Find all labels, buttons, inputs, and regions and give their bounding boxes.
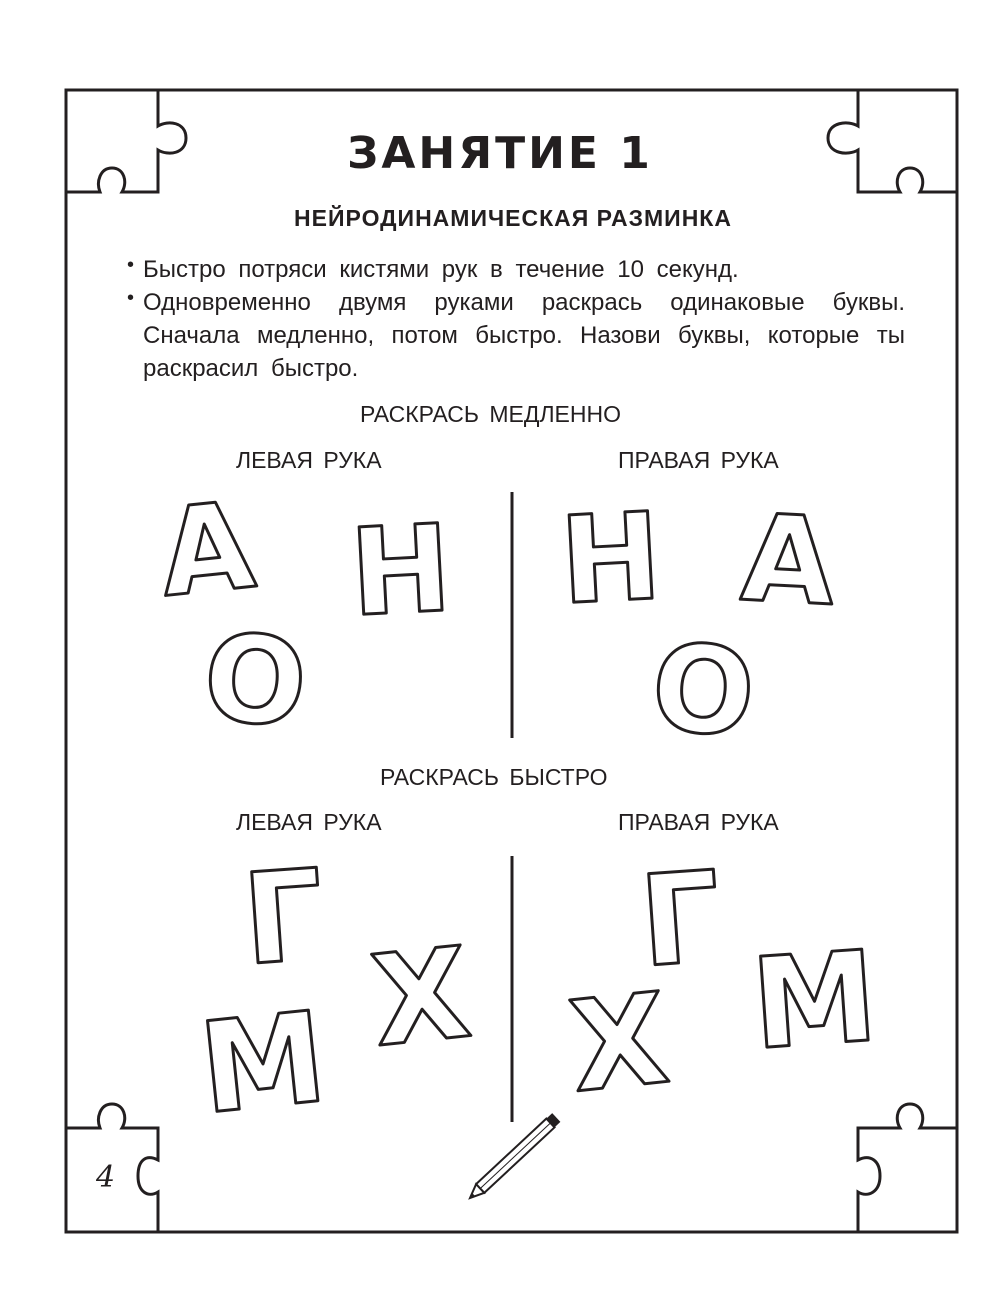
letter-fast-left-m[interactable]: М xyxy=(193,985,333,1143)
letter-slow-right-a[interactable]: А xyxy=(738,489,839,633)
right-hand-label-slow: ПРАВАЯ РУКА xyxy=(618,447,779,473)
left-hand-label-fast: ЛЕВАЯ РУКА xyxy=(236,809,382,835)
right-hand-label-fast: ПРАВАЯ РУКА xyxy=(618,809,779,835)
page-number: 4 xyxy=(96,1160,116,1195)
letter-slow-right-n[interactable]: Н xyxy=(556,487,665,632)
instruction-item: • Одновременно двумя руками раскрась одинаковые буквы. Сначала медленно, потом быстро. Назови буквы, которые ты раскрасил быстро. xyxy=(125,286,905,385)
letter-slow-left-a[interactable]: А xyxy=(153,476,261,625)
section-heading-slow: РАСКРАСЬ МЕДЛЕННО xyxy=(360,401,621,427)
letter-fast-right-h[interactable]: Х xyxy=(563,966,675,1121)
pencil-icon xyxy=(466,1113,560,1202)
letter-fast-left-g[interactable]: Г xyxy=(238,843,329,994)
letter-fast-right-m[interactable]: М xyxy=(747,924,882,1078)
letter-slow-left-n[interactable]: Н xyxy=(347,499,455,644)
page-subtitle: НЕЙРОДИНАМИЧЕСКАЯ РАЗМИНКА xyxy=(294,205,732,231)
left-hand-label-slow: ЛЕВАЯ РУКА xyxy=(236,447,382,473)
letter-fast-right-g[interactable]: Г xyxy=(635,845,726,996)
page-title: ЗАНЯТИЕ 1 xyxy=(347,128,653,179)
letter-slow-left-o[interactable]: О xyxy=(199,608,311,755)
instruction-item: • Быстро потряси кистями рук в течение 10 секунд. xyxy=(125,253,905,286)
letter-slow-right-o[interactable]: О xyxy=(647,618,759,765)
puzzle-corner-icon xyxy=(858,1104,957,1232)
section-heading-fast: РАСКРАСЬ БЫСТРО xyxy=(380,764,608,790)
instruction-list xyxy=(125,253,905,385)
letter-fast-left-h[interactable]: Х xyxy=(365,920,477,1076)
